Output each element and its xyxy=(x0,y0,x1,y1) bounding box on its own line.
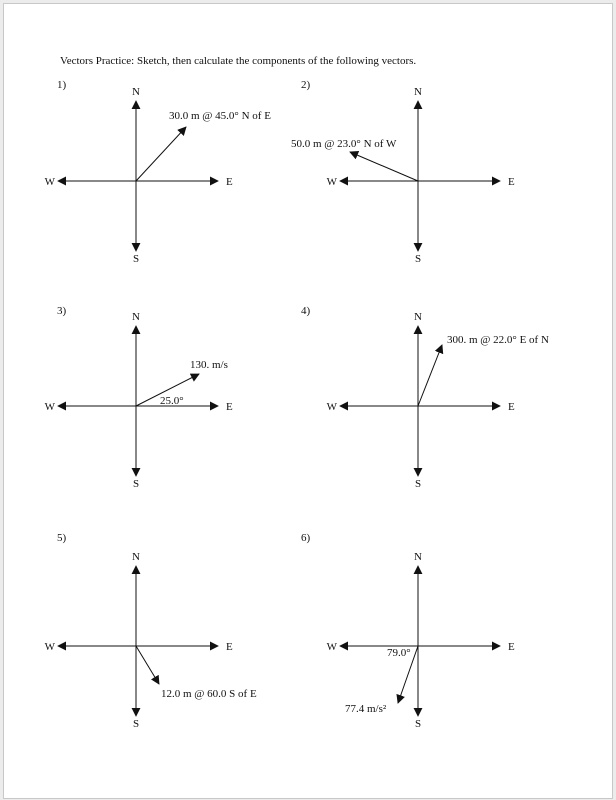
north-label: N xyxy=(414,551,422,563)
north-label: N xyxy=(132,86,140,98)
vector-diagram-3 xyxy=(45,305,233,490)
vector-label: 130. m/s xyxy=(190,359,228,371)
south-label: S xyxy=(132,253,140,265)
north-label: N xyxy=(414,311,422,323)
vector-diagram-1 xyxy=(45,79,272,265)
west-label: W xyxy=(326,401,337,413)
problem-number: 2) xyxy=(301,79,311,91)
vector-diagram-6 xyxy=(301,532,515,730)
east-label: E xyxy=(226,176,233,188)
vector-diagram-4 xyxy=(301,305,549,490)
east-label: E xyxy=(508,641,515,653)
east-label: E xyxy=(508,176,515,188)
vector-label: 50.0 m @ 23.0° N of W xyxy=(291,138,397,150)
worksheet-heading: Vectors Practice: Sketch, then calculate the components of the following vectors. xyxy=(60,55,417,67)
south-label: S xyxy=(132,718,140,730)
problem-number: 6) xyxy=(301,532,311,544)
north-label: N xyxy=(132,551,140,563)
vector-label: 30.0 m @ 45.0° N of E xyxy=(169,110,271,122)
problem-number: 5) xyxy=(57,532,67,544)
south-label: S xyxy=(414,253,422,265)
north-label: N xyxy=(414,86,422,98)
vector-arrow xyxy=(136,646,159,684)
west-label: W xyxy=(44,176,55,188)
problem-number: 4) xyxy=(301,305,311,317)
west-label: W xyxy=(326,176,337,188)
vector-arrow xyxy=(350,152,418,181)
north-label: N xyxy=(132,311,140,323)
problem-number: 3) xyxy=(57,305,67,317)
vector-label: 300. m @ 22.0° E of N xyxy=(447,334,549,346)
south-label: S xyxy=(132,478,140,490)
angle-label: 79.0° xyxy=(387,647,411,659)
angle-label: 25.0° xyxy=(160,395,184,407)
west-label: W xyxy=(44,641,55,653)
vector-arrow xyxy=(418,345,442,406)
vector-arrow xyxy=(136,127,186,181)
south-label: S xyxy=(414,718,422,730)
vector-diagram-5 xyxy=(45,532,257,730)
east-label: E xyxy=(508,401,515,413)
vector-label: 12.0 m @ 60.0 S of E xyxy=(161,688,257,700)
problem-number: 1) xyxy=(57,79,67,91)
south-label: S xyxy=(414,478,422,490)
vector-diagram-2 xyxy=(291,79,515,265)
east-label: E xyxy=(226,641,233,653)
west-label: W xyxy=(44,401,55,413)
west-label: W xyxy=(326,641,337,653)
vector-label: 77.4 m/s² xyxy=(345,703,387,715)
east-label: E xyxy=(226,401,233,413)
